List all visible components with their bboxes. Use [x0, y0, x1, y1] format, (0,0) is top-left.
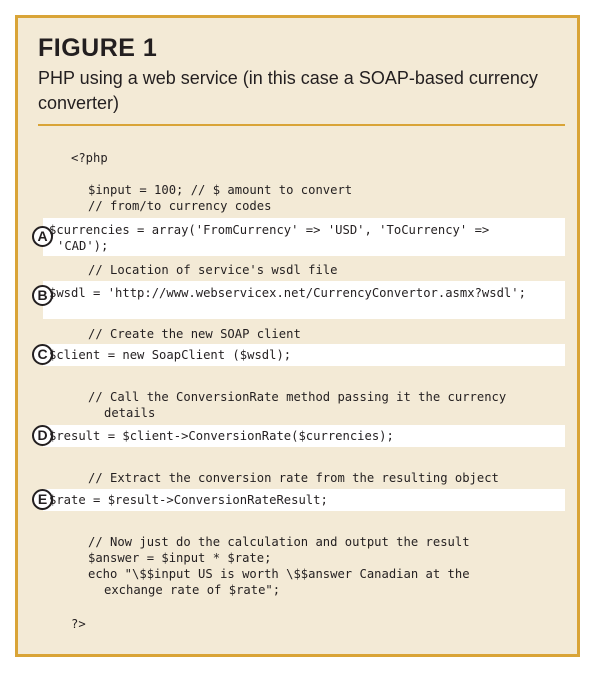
code-line: $input = 100; // $ amount to convert [88, 183, 353, 197]
code-line: $rate = $result->ConversionRateResult; [49, 493, 328, 507]
code-line: $wsdl = 'http://www.webservicex.net/CurrencyConvertor.asmx?wsdl'; [49, 286, 526, 300]
code-line: // Call the ConversionRate method passing it the currency [88, 390, 507, 404]
marker-b: B [32, 285, 53, 306]
code-line: $client = new SoapClient ($wsdl); [49, 348, 292, 362]
marker-a: A [32, 226, 53, 247]
marker-e: E [32, 489, 53, 510]
code-line: ?> [71, 617, 86, 631]
code-line: <?php [71, 151, 108, 165]
code-line: exchange rate of $rate"; [104, 583, 281, 597]
code-line: details [104, 406, 156, 420]
code-line: $answer = $input * $rate; [88, 551, 272, 565]
code-line: echo "\$$input US is worth \$$answer Canadian at the [88, 567, 470, 581]
code-line: // Location of service's wsdl file [88, 263, 338, 277]
marker-d: D [32, 425, 53, 446]
code-line: 'CAD'); [57, 239, 109, 253]
figure-caption: PHP using a web service (in this case a SOAP-based currency converter) [38, 68, 538, 113]
figure-title: FIGURE 1 [38, 34, 158, 62]
code-line: $result = $client->ConversionRate($currencies); [49, 429, 394, 443]
code-line: // Create the new SOAP client [88, 327, 301, 341]
code-line: $currencies = array('FromCurrency' => 'USD', 'ToCurrency' => [49, 223, 490, 237]
marker-c: C [32, 344, 53, 365]
code-listing [18, 18, 577, 631]
figure-panel [15, 15, 580, 657]
code-line: // from/to currency codes [88, 199, 272, 213]
code-line: // Now just do the calculation and output the result [88, 535, 470, 549]
code-line: // Extract the conversion rate from the resulting object [88, 471, 499, 485]
